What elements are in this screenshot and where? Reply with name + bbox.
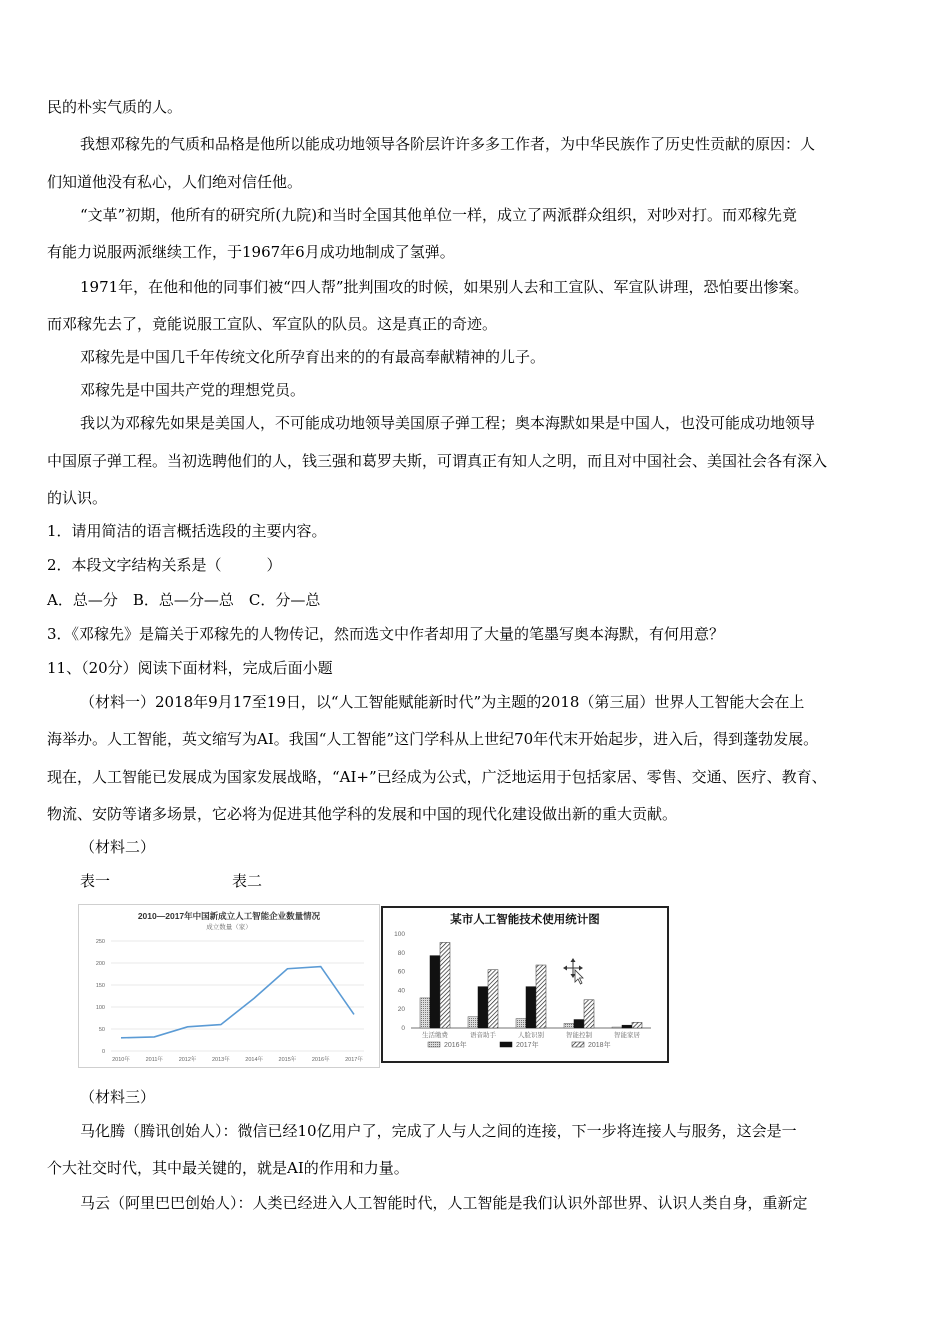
chart2-bar	[574, 1020, 584, 1028]
text-line: 我以为邓稼先如果是美国人，不可能成功地领导美国原子弹工程；奥本海默如果是中国人，也没可能成功地领导	[80, 414, 816, 432]
chart2-ytick-label: 60	[397, 968, 405, 976]
chart2-title: 某市人工智能技术使用统计图	[450, 914, 600, 926]
chart2-ytick-label: 100	[394, 931, 405, 938]
chart2-category-label: 智能家居	[614, 1032, 640, 1039]
chart2-legend-label: 2017年	[516, 1042, 539, 1049]
chart2-legend-swatch	[500, 1042, 512, 1047]
chart2-bar	[516, 1019, 526, 1028]
chart1-xtick-label: 2015年	[278, 1057, 297, 1063]
question-2: 2．本段文字结构关系是（ ）	[47, 556, 282, 574]
chart2-bar	[536, 965, 546, 1028]
chart1-xtick-label: 2013年	[211, 1057, 230, 1063]
table2-label: 表二	[232, 872, 263, 890]
chart1-series-line	[121, 967, 354, 1038]
text-line: 有能力说服两派继续工作，于1967年6月成功地制成了氢弹。	[47, 243, 455, 261]
text-line: 们知道他没有私心，人们绝对信任他。	[47, 173, 303, 191]
chart1-ytick-label: 250	[95, 939, 105, 945]
chart1-xtick-label: 2010年	[112, 1057, 130, 1063]
chart1-xtick-label: 2012年	[178, 1057, 197, 1063]
chart2-bar	[526, 987, 536, 1028]
chart2-bar	[564, 1023, 574, 1028]
chart1-xtick-label: 2011年	[145, 1057, 163, 1063]
chart2-ytick-label: 80	[397, 949, 405, 957]
move-cursor-icon	[563, 958, 583, 984]
text-line: 邓稼先是中国几千年传统文化所孕育出来的的有最高奉献精神的儿子。	[80, 348, 546, 366]
chart2-bar	[584, 1000, 594, 1028]
text-line: 邓稼先是中国共产党的理想党员。	[80, 381, 306, 399]
chart1-ytick-label: 150	[95, 983, 105, 989]
text-line: “文革”初期，他所有的研究所(九院)和当时全国其他单位一样，成立了两派群众组织，对吵对打。而邓稼先竟	[80, 206, 798, 224]
chart2-bar	[478, 987, 488, 1028]
chart2-ytick-label: 20	[397, 1006, 405, 1014]
material1-line: 海举办。人工智能，英文缩写为AI。我国“人工智能”这门学科从上世纪70年代末开始起步，进入后，得到蓬勃发展。	[47, 730, 819, 748]
chart2-category-label: 智能控制	[566, 1032, 592, 1039]
text-line: 而邓稼先去了，竟能说服工宣队、军宣队的队员。这是真正的奇迹。	[47, 315, 498, 333]
chart2-bar	[430, 956, 440, 1028]
question-1: 1．请用简洁的语言概括选段的主要内容。	[47, 522, 327, 540]
chart1-ytick-label: 200	[95, 961, 105, 967]
chart2-ytick-label: 0	[401, 1025, 405, 1032]
chart2-category-label: 生活缴费	[422, 1032, 448, 1039]
chart2-category-label: 语音助手	[470, 1032, 496, 1039]
chart1-xtick-label: 2014年	[245, 1057, 264, 1063]
material1-line: 物流、安防等诸多场景，它必将为促进其他学科的发展和中国的现代化建设做出新的重大贡献。	[47, 805, 678, 823]
chart2-legend-swatch	[572, 1042, 584, 1047]
text-line: 我想邓稼先的气质和品格是他所以能成功地领导各阶层许许多多工作者，为中华民族作了历史性贡献的原因：人	[80, 135, 816, 153]
question-11: 11、（20分）阅读下面材料，完成后面小题	[47, 659, 333, 677]
chart2-legend-label: 2018年	[588, 1042, 611, 1049]
chart2-bar	[420, 998, 430, 1028]
material3-line: 马云（阿里巴巴创始人）：人类已经进入人工智能时代，人工智能是我们认识外部世界、认识人类自身，重新定	[80, 1194, 808, 1212]
text-line: 1971年，在他和他的同事们被“四人帮”批判围攻的时候，如果别人去和工宣队、军宣队讲理，恐怕要出惨案。	[80, 278, 809, 296]
material3-label: （材料三）	[80, 1088, 156, 1106]
material3-line: 马化腾（腾讯创始人）：微信已经10亿用户了，完成了人与人之间的连接，下一步将连接人与服务，这会是一	[80, 1122, 797, 1140]
question-3: 3．《邓稼先》是篇关于邓稼先的人物传记，然而选文中作者却用了大量的笔墨写奥本海默，有何用意？	[47, 625, 725, 643]
chart2-bar	[488, 970, 498, 1028]
question-2-options: A．总—分 B．总—分—总 C．分—总	[47, 591, 321, 609]
chart2-category-label: 人脸识别	[518, 1032, 544, 1039]
chart2-legend-swatch	[428, 1042, 440, 1047]
text-line: 的认识。	[47, 489, 108, 507]
text-line: 民的朴实气质的人。	[47, 98, 183, 116]
chart2-bar	[468, 1017, 478, 1028]
chart1-ylabel: 成立数量（家）	[206, 924, 252, 931]
material2-label: （材料二）	[80, 838, 156, 856]
chart1-xtick-label: 2016年	[311, 1057, 330, 1063]
material1-line: 现在，人工智能已发展成为国家发展战略，“AI+”已经成为公式，广泛地运用于包括家居、零售、交通、医疗、教育、	[47, 768, 827, 786]
chart2-bar	[632, 1022, 642, 1028]
chart1-ytick-label: 0	[101, 1049, 105, 1055]
chart2-bar	[612, 1027, 622, 1028]
line-chart	[78, 904, 380, 1068]
bar-chart-svg	[383, 908, 667, 1061]
bar-chart	[381, 906, 669, 1063]
chart2-bar	[622, 1025, 632, 1028]
chart1-xtick-label: 2017年	[345, 1057, 363, 1063]
table1-label: 表一	[80, 872, 111, 890]
chart2-legend-label: 2016年	[444, 1042, 467, 1049]
text-line: 中国原子弹工程。当初选聘他们的人，钱三强和葛罗夫斯，可谓真正有知人之明，而且对中国社会、美国社会各有深入	[47, 452, 828, 470]
line-chart-svg	[79, 905, 379, 1067]
material3-line: 个大社交时代，其中最关键的，就是AI的作用和力量。	[47, 1159, 409, 1177]
chart2-ytick-label: 40	[397, 987, 405, 995]
material1-line: （材料一）2018年9月17至19日，以“人工智能赋能新时代”为主题的2018（第三届）世界人工智能大会在上	[80, 693, 805, 711]
chart1-title: 2010—2017年中国新成立人工智能企业数量情况	[137, 911, 321, 921]
chart2-bar	[440, 942, 450, 1028]
chart1-ytick-label: 100	[95, 1005, 105, 1011]
chart1-ytick-label: 50	[98, 1027, 105, 1033]
